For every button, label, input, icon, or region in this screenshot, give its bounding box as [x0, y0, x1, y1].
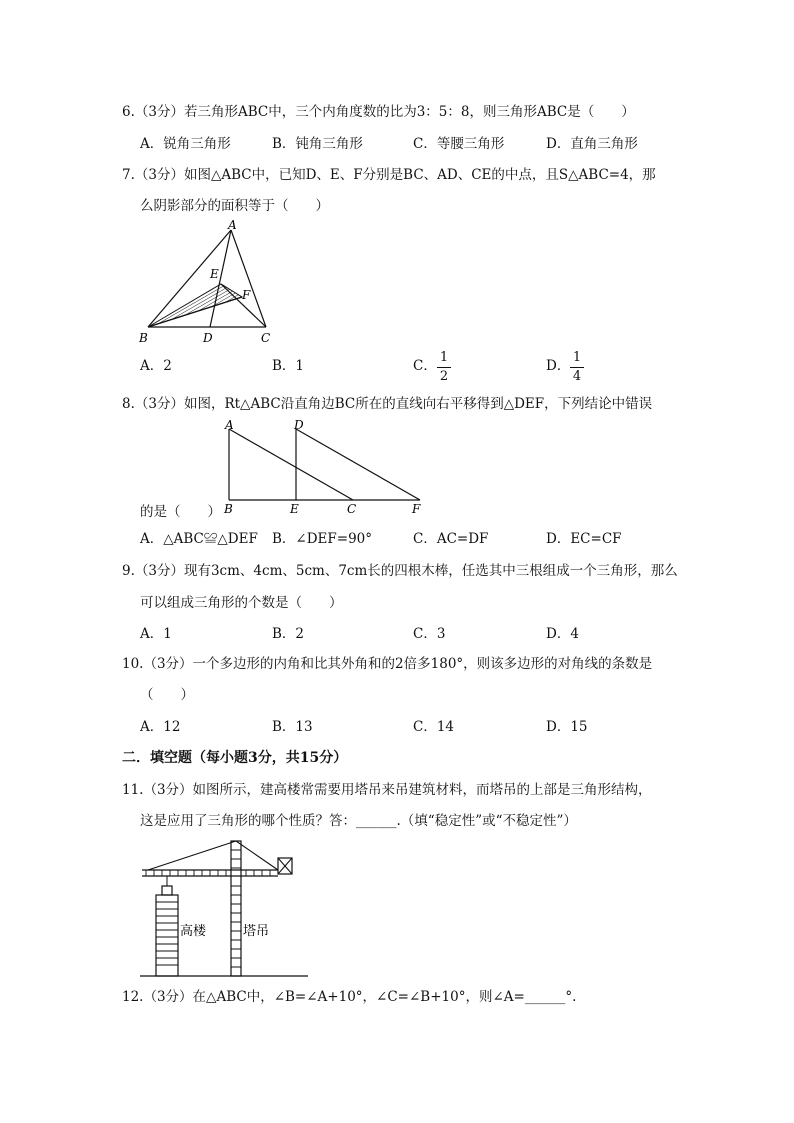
q9-option-a: A．1 [140, 626, 172, 642]
label-f: F [242, 288, 251, 302]
q7-triangle-figure [130, 215, 280, 347]
label-e: E [210, 267, 219, 281]
q7-stem-line1: 7.（3分）如图△ABC中，已知D、E、F分别是BC、AD、CE的中点，且S△ABC=4，那 [122, 167, 656, 183]
q7-option-b: B．1 [272, 358, 305, 374]
q11-stem-line1: 11.（3分）如图所示，建高楼常需要用塔吊来吊建筑材料，而塔吊的上部是三角形结构， [122, 782, 652, 798]
q6-option-d: D．直角三角形 [546, 136, 638, 152]
q11-stem-line2: 这是应用了三角形的哪个性质？答：______.（填“稳定性”或“不稳定性”） [140, 813, 577, 829]
q7-option-d: D． [546, 358, 571, 374]
q9-option-d: D．4 [546, 626, 579, 642]
q6-option-c: C．等腰三角形 [413, 136, 505, 152]
q10-option-b: B．13 [272, 719, 313, 735]
label-d: D [203, 331, 213, 345]
q9-option-b: B．2 [272, 626, 305, 642]
q8-option-c: C．AC=DF [413, 531, 489, 547]
label-c: C [261, 331, 271, 345]
q7-option-c: C． [413, 358, 437, 374]
label-building: 高楼 [180, 924, 207, 939]
q6-option-a: A．锐角三角形 [140, 136, 231, 152]
section-title-fill-in: 二．填空题（每小题3分，共15分） [122, 750, 348, 766]
q7-option-a: A．2 [140, 358, 172, 374]
label-a: A [225, 418, 234, 432]
q7-stem-line2: 么阴影部分的面积等于（ ） [140, 198, 329, 214]
label-e: E [290, 502, 299, 516]
q10-option-a: A．12 [140, 719, 181, 735]
q11-crane-figure [138, 838, 308, 980]
q10-option-c: C．14 [413, 719, 455, 735]
q7-fraction-quarter: 1 4 [570, 350, 584, 385]
q10-stem-line1: 10.（3分）一个多边形的内角和比其外角和的2倍多180°，则该多边形的对角线的条数是 [122, 656, 653, 672]
q9-stem-line2: 可以组成三角形的个数是（ ） [140, 595, 343, 611]
label-c: C [347, 502, 357, 516]
label-b: B [224, 502, 233, 516]
q9-option-c: C．3 [413, 626, 446, 642]
label-b: B [139, 331, 148, 345]
q9-stem-line1: 9.（3分）现有3cm、4cm、5cm、7cm长的四根木棒，任选其中三根组成一个三角形，那么 [122, 563, 678, 579]
q8-stem-line2: 的是（ ） [140, 504, 221, 520]
q6-option-b: B．钝角三角形 [272, 136, 363, 152]
q7-fraction-half: 1 2 [437, 350, 451, 385]
label-a: A [228, 218, 237, 232]
q8-option-d: D．EC=CF [546, 531, 622, 547]
label-crane: 塔吊 [243, 924, 270, 939]
q8-stem-line1: 8.（3分）如图，Rt△ABC沿直角边BC所在的直线向右平移得到△DEF，下列结论中错误 [122, 396, 653, 412]
q8-option-b: B．∠DEF=90° [272, 531, 373, 547]
q10-option-d: D．15 [546, 719, 588, 735]
q12-stem: 12.（3分）在△ABC中，∠B=∠A+10°，∠C=∠B+10°，则∠A=______°. [122, 989, 577, 1005]
label-f: F [412, 502, 421, 516]
q6-stem: 6.（3分）若三角形ABC中，三个内角度数的比为3：5：8，则三角形ABC是（ ） [122, 104, 635, 120]
q8-translation-figure [220, 415, 430, 515]
q8-option-a: A．△ABC≌△DEF [140, 531, 258, 547]
label-d: D [294, 418, 304, 432]
q10-stem-line2: （ ） [140, 687, 194, 703]
